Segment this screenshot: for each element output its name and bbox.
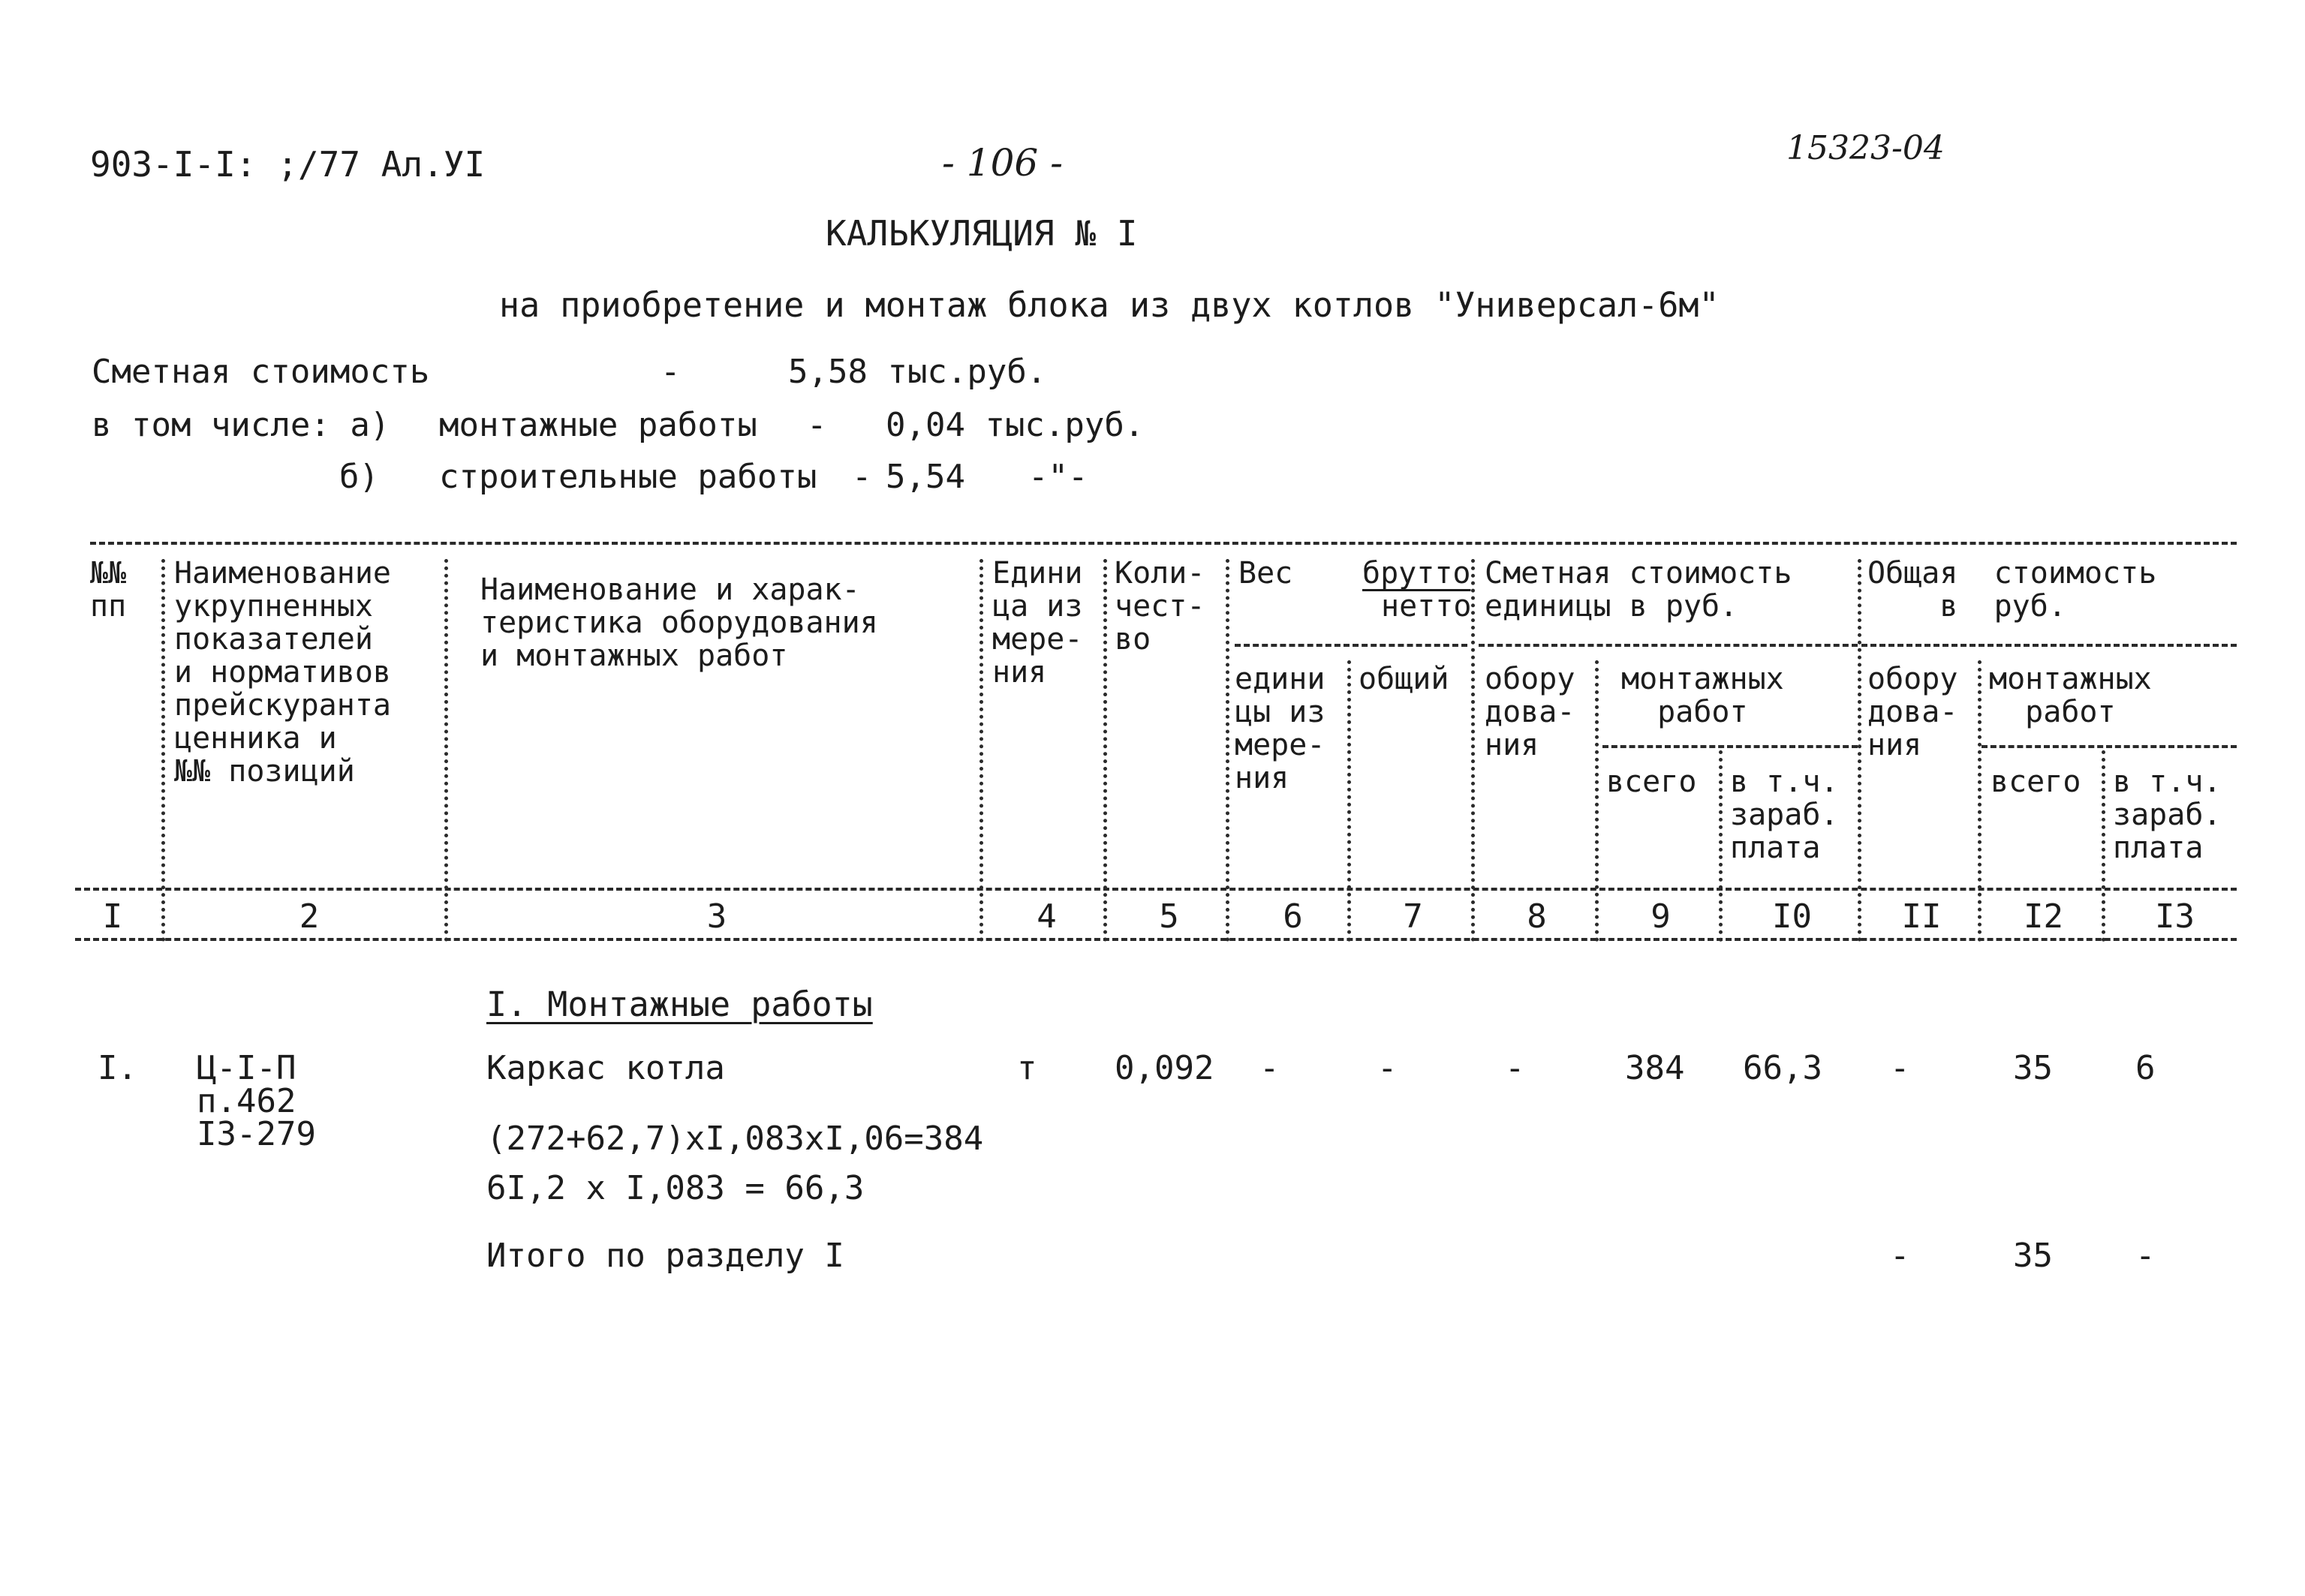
construction-works-value: 5,54 <box>886 458 965 496</box>
section-title: I. Монтажные работы <box>486 984 873 1024</box>
col-header-total-install-total: всего <box>1991 765 2081 799</box>
row-price-code: Ц-I-П п.462 I3-279 <box>197 1049 316 1153</box>
col-header-weight-brutto: брутто <box>1362 556 1471 591</box>
row-equipment-total-cost: - <box>1890 1049 1910 1087</box>
col-header-unit-cost: Сметная стоимость единицы в руб. <box>1485 556 1792 624</box>
column-number: 4 <box>1037 897 1057 936</box>
total-install-sub-rule <box>1982 745 2237 748</box>
col-header-weight-total: общий <box>1359 662 1449 696</box>
page-number: - 106 - <box>942 141 1064 185</box>
col-header-unit: Едини ца из мере- ния <box>992 556 1083 690</box>
col-header-weight-netto: нетто <box>1381 589 1472 624</box>
separator <box>2102 750 2105 942</box>
col-header-number: №№ пп <box>90 556 127 624</box>
row-item-name: Каркас котла <box>486 1049 725 1087</box>
total-cost-sub-rule <box>1861 644 2237 647</box>
col-header-unit-install: монтажных работ <box>1621 662 1784 729</box>
column-number: 7 <box>1403 897 1423 936</box>
col-header-weight: Вес <box>1238 556 1293 591</box>
row-unit: т <box>1017 1049 1037 1087</box>
construction-works-dash: - <box>852 458 872 496</box>
row-number: I. <box>98 1049 137 1087</box>
header-bottom-rule <box>75 888 2237 891</box>
separator <box>161 559 165 942</box>
separator <box>1595 660 1599 942</box>
col-header-total-cost: Общая стоимость в руб. <box>1867 556 2157 624</box>
col-header-quantity: Коли- чест- во <box>1115 556 1205 657</box>
separator <box>1347 660 1351 942</box>
column-number: I3 <box>2155 897 2195 936</box>
col-header-total-install: монтажных работ <box>1989 662 2152 729</box>
header-top-rule <box>90 542 2237 545</box>
column-number: 9 <box>1651 897 1671 936</box>
column-number: 3 <box>706 897 727 936</box>
estimated-cost-label: Сметная стоимость <box>92 353 430 391</box>
separator <box>1471 559 1475 942</box>
installation-works-dash: - <box>807 406 827 444</box>
row-install-total-cost: 35 <box>2013 1049 2053 1087</box>
page-title: КАЛЬКУЛЯЦИЯ № I <box>826 213 1138 254</box>
row-install-total-wage: 6 <box>2135 1049 2156 1087</box>
document-code: 903-I-I: ;/77 Ал.УI <box>90 144 486 185</box>
column-numbers-rule <box>75 938 2237 941</box>
estimated-cost-dash: - <box>661 353 681 391</box>
unit-cost-sub-rule <box>1479 644 1858 647</box>
col-header-total-install-wage: в т.ч. зараб. плата <box>2113 765 2222 865</box>
col-header-description: Наименование и харак- теристика оборудования и монтажных работ <box>480 573 878 673</box>
construction-works-ditto: -"- <box>1028 458 1088 496</box>
row-quantity: 0,092 <box>1115 1049 1214 1087</box>
row-install-unit-total: 384 <box>1625 1049 1685 1087</box>
column-number: II <box>1901 897 1942 936</box>
column-number: I0 <box>1772 897 1812 936</box>
page-subtitle: на приобретение и монтаж блока из двух котлов "Универсал-6м" <box>499 285 1720 325</box>
separator <box>1226 559 1229 942</box>
separator <box>1719 750 1723 942</box>
row-install-unit-wage: 66,3 <box>1743 1049 1822 1087</box>
col-header-unit-install-wage: в т.ч. зараб. плата <box>1730 765 1839 865</box>
separator <box>444 559 448 942</box>
separator <box>979 559 983 942</box>
archive-stamp-number: 15323-04 <box>1786 129 1945 167</box>
installation-works-label: монтажные работы <box>439 406 757 444</box>
weight-sub-rule <box>1235 644 1467 647</box>
section-total-equipment: - <box>1890 1237 1910 1275</box>
row-weight-unit: - <box>1259 1049 1280 1087</box>
row-equipment-unit-cost: - <box>1505 1049 1525 1087</box>
row-weight-total: - <box>1377 1049 1398 1087</box>
construction-item-label: б) <box>339 458 379 496</box>
including-label: в том числе: а) <box>92 406 390 444</box>
column-number: I <box>102 897 123 936</box>
section-total-wage: - <box>2135 1237 2156 1275</box>
column-number: 5 <box>1159 897 1179 936</box>
row-formula-cost: (272+62,7)xI,083xI,06=384 <box>486 1120 984 1158</box>
col-header-indicators: Наименование укрупненных показателей и нормативов прейскуранта ценника и №№ позиций <box>174 556 391 789</box>
column-number: 6 <box>1283 897 1303 936</box>
col-header-unit-equipment: обору дова- ния <box>1485 662 1575 762</box>
col-header-weight-unit: едини цы из мере- ния <box>1235 662 1326 795</box>
section-total-install: 35 <box>2013 1237 2053 1275</box>
column-number: 2 <box>299 897 320 936</box>
column-number: 8 <box>1527 897 1547 936</box>
construction-works-label: строительные работы <box>439 458 817 496</box>
unit-install-sub-rule <box>1602 745 1858 748</box>
estimated-cost-value: 5,58 тыс.руб. <box>788 353 1047 391</box>
separator <box>1978 660 1982 942</box>
column-number: I2 <box>2024 897 2063 936</box>
row-formula-wage: 6I,2 x I,083 = 66,3 <box>486 1169 865 1207</box>
installation-works-value: 0,04 тыс.руб. <box>886 406 1145 444</box>
col-header-unit-install-total: всего <box>1606 765 1697 799</box>
separator <box>1858 559 1861 942</box>
col-header-total-equipment: обору дова- ния <box>1867 662 1958 762</box>
section-total-label: Итого по разделу I <box>486 1237 844 1275</box>
separator <box>1103 559 1107 942</box>
